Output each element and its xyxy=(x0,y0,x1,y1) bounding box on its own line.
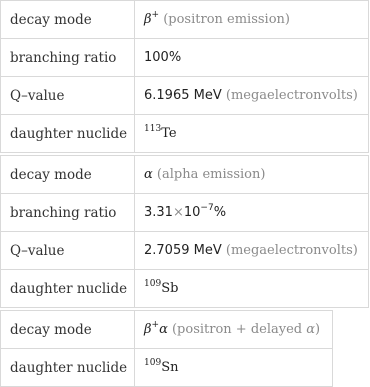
decay-mode-value: β+α (positron + delayed α) xyxy=(135,311,333,349)
table-row xyxy=(1,349,333,387)
daughter-nuclide-value: $^{109}$Sn xyxy=(135,349,333,387)
table-row xyxy=(1,115,369,153)
q-value-value: 6.1965 MeV (megaelectronvolts) xyxy=(135,77,369,115)
decay-table-alpha xyxy=(0,155,369,308)
table-row xyxy=(1,194,369,232)
daughter-nuclide-label: daughter nuclide xyxy=(1,115,135,153)
daughter-nuclide-value: $^{113}$Te xyxy=(135,115,369,153)
table-row xyxy=(1,77,369,115)
table-row xyxy=(1,39,369,77)
daughter-nuclide-value: $^{109}$Sb xyxy=(135,270,369,308)
decay-mode-label: decay mode xyxy=(1,1,135,39)
q-value-label: Q–value xyxy=(1,77,135,115)
decay-mode-label: decay mode xyxy=(1,311,135,349)
q-value-label: Q–value xyxy=(1,232,135,270)
branching-ratio-value: $3.31\times 10^{-7}\%$ xyxy=(135,194,369,232)
decay-mode-value: β+ (positron emission) xyxy=(135,1,369,39)
decay-mode-label: decay mode xyxy=(1,156,135,194)
table-row xyxy=(1,311,333,349)
branching-ratio-value: 100% xyxy=(135,39,369,77)
decay-table-beta-plus xyxy=(0,0,369,153)
table-row xyxy=(1,1,369,39)
table-row xyxy=(1,270,369,308)
table-row xyxy=(1,156,369,194)
table-row xyxy=(1,232,369,270)
branching-ratio-label: branching ratio xyxy=(1,39,135,77)
q-value-value: 2.7059 MeV (megaelectronvolts) xyxy=(135,232,369,270)
daughter-nuclide-label: daughter nuclide xyxy=(1,349,135,387)
branching-ratio-label: branching ratio xyxy=(1,194,135,232)
decay-mode-value: α (alpha emission) xyxy=(135,156,369,194)
decay-table-beta-plus-alpha xyxy=(0,310,333,387)
daughter-nuclide-label: daughter nuclide xyxy=(1,270,135,308)
